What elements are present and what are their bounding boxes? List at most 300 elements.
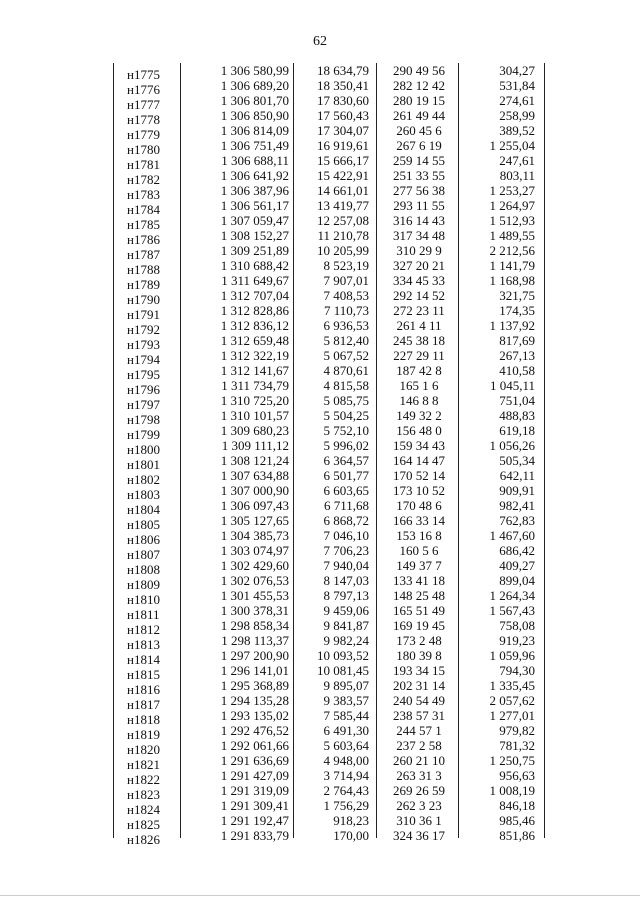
table-row: [113, 408, 545, 427]
table-row: [113, 348, 545, 367]
point-id-cell: н1789: [127, 277, 160, 292]
distance-cell: 1 467,60: [489, 528, 535, 543]
x-coordinate-cell: 1 291 833,79: [220, 828, 289, 843]
direction-angle-cell: 262 3 23: [396, 798, 442, 813]
x-coordinate-cell: 1 308 152,27: [220, 228, 289, 243]
x-coordinate-cell: 1 312 707,04: [220, 288, 289, 303]
x-coordinate-cell: 1 291 636,69: [220, 753, 289, 768]
point-id-cell: н1775: [127, 67, 160, 82]
x-coordinate-cell: 1 306 641,92: [220, 168, 289, 183]
direction-angle-cell: 146 8 8: [399, 393, 439, 408]
table-row: [113, 423, 545, 442]
table-row: [113, 693, 545, 712]
point-id-cell: н1817: [127, 697, 160, 712]
direction-angle-cell: 193 34 15: [393, 663, 445, 678]
distance-cell: 174,35: [499, 303, 535, 318]
x-coordinate-cell: 1 293 135,02: [220, 708, 289, 723]
direction-angle-cell: 334 45 33: [393, 273, 445, 288]
table-row: [113, 708, 545, 727]
distance-cell: 274,61: [499, 93, 535, 108]
direction-angle-cell: 240 54 49: [393, 693, 445, 708]
point-id-cell: н1816: [127, 682, 160, 697]
x-coordinate-cell: 1 301 455,53: [220, 588, 289, 603]
point-id-cell: н1785: [127, 217, 160, 232]
direction-angle-cell: 156 48 0: [396, 423, 442, 438]
y-coordinate-cell: 13 419,77: [317, 198, 369, 213]
y-coordinate-cell: 2 764,43: [323, 783, 369, 798]
x-coordinate-cell: 1 306 561,17: [220, 198, 289, 213]
y-coordinate-cell: 12 257,08: [317, 213, 369, 228]
direction-angle-cell: 166 33 14: [393, 513, 445, 528]
direction-angle-cell: 261 49 44: [393, 108, 445, 123]
x-coordinate-cell: 1 295 368,89: [220, 678, 289, 693]
y-coordinate-cell: 18 634,79: [317, 63, 369, 78]
point-id-cell: н1820: [127, 742, 160, 757]
point-id-cell: н1796: [127, 382, 160, 397]
x-coordinate-cell: 1 306 689,20: [220, 78, 289, 93]
table-row: [113, 783, 545, 802]
table-row: [113, 183, 545, 202]
direction-angle-cell: 280 19 15: [393, 93, 445, 108]
direction-angle-cell: 165 51 49: [393, 603, 445, 618]
table-row: [113, 498, 545, 517]
distance-cell: 2 212,56: [489, 243, 535, 258]
x-coordinate-cell: 1 306 814,09: [220, 123, 289, 138]
table-row: [113, 198, 545, 217]
distance-cell: 1 489,55: [489, 228, 535, 243]
direction-angle-cell: 277 56 38: [393, 183, 445, 198]
direction-angle-cell: 317 34 48: [393, 228, 445, 243]
x-coordinate-cell: 1 291 427,09: [220, 768, 289, 783]
table-row: [113, 813, 545, 832]
point-id-cell: н1779: [127, 127, 160, 142]
direction-angle-cell: 263 31 3: [396, 768, 442, 783]
x-coordinate-cell: 1 292 061,66: [220, 738, 289, 753]
direction-angle-cell: 133 41 18: [393, 573, 445, 588]
x-coordinate-cell: 1 305 127,65: [220, 513, 289, 528]
direction-angle-cell: 261 4 11: [396, 318, 442, 333]
table-row: [113, 78, 545, 97]
direction-angle-cell: 260 21 10: [393, 753, 445, 768]
y-coordinate-cell: 6 501,77: [323, 468, 369, 483]
direction-angle-cell: 267 6 19: [396, 138, 442, 153]
point-id-cell: н1776: [127, 82, 160, 97]
distance-cell: 982,41: [499, 498, 535, 513]
y-coordinate-cell: 10 081,45: [317, 663, 369, 678]
direction-angle-cell: 290 49 56: [393, 63, 445, 78]
direction-angle-cell: 324 36 17: [393, 828, 445, 843]
distance-cell: 258,99: [499, 108, 535, 123]
point-id-cell: н1823: [127, 787, 160, 802]
table-row: [113, 288, 545, 307]
distance-cell: 762,83: [499, 513, 535, 528]
direction-angle-cell: 173 10 52: [393, 483, 445, 498]
distance-cell: 1 008,19: [489, 783, 535, 798]
x-coordinate-cell: 1 312 828,86: [220, 303, 289, 318]
y-coordinate-cell: 9 982,24: [323, 633, 369, 648]
distance-cell: 488,83: [499, 408, 535, 423]
direction-angle-cell: 202 31 14: [393, 678, 445, 693]
distance-cell: 956,63: [499, 768, 535, 783]
point-id-cell: н1784: [127, 202, 160, 217]
distance-cell: 1 567,43: [489, 603, 535, 618]
distance-cell: 619,18: [499, 423, 535, 438]
x-coordinate-cell: 1 307 634,88: [220, 468, 289, 483]
point-id-cell: н1815: [127, 667, 160, 682]
point-id-cell: н1811: [127, 607, 160, 622]
x-coordinate-cell: 1 292 476,52: [220, 723, 289, 738]
direction-angle-cell: 245 38 18: [393, 333, 445, 348]
y-coordinate-cell: 9 895,07: [323, 678, 369, 693]
x-coordinate-cell: 1 306 688,11: [221, 153, 289, 168]
distance-cell: 2 057,62: [489, 693, 535, 708]
direction-angle-cell: 316 14 43: [393, 213, 445, 228]
y-coordinate-cell: 18 350,41: [317, 78, 369, 93]
direction-angle-cell: 149 37 7: [396, 558, 442, 573]
point-id-cell: н1797: [127, 397, 160, 412]
table-row: [113, 168, 545, 187]
distance-cell: 389,52: [499, 123, 535, 138]
x-coordinate-cell: 1 294 135,28: [220, 693, 289, 708]
distance-cell: 1 277,01: [489, 708, 535, 723]
bottom-rule: [0, 895, 640, 896]
x-coordinate-cell: 1 306 801,70: [220, 93, 289, 108]
table-row: [113, 738, 545, 757]
point-id-cell: н1777: [127, 97, 160, 112]
table-row: [113, 603, 545, 622]
table-row: [113, 528, 545, 547]
point-id-cell: н1795: [127, 367, 160, 382]
table-row: [113, 723, 545, 742]
x-coordinate-cell: 1 297 200,90: [220, 648, 289, 663]
y-coordinate-cell: 8 523,19: [323, 258, 369, 273]
x-coordinate-cell: 1 311 734,79: [221, 378, 289, 393]
y-coordinate-cell: 6 364,57: [323, 453, 369, 468]
x-coordinate-cell: 1 306 097,43: [220, 498, 289, 513]
y-coordinate-cell: 918,23: [333, 813, 369, 828]
direction-angle-cell: 310 29 9: [396, 243, 442, 258]
x-coordinate-cell: 1 312 141,67: [220, 363, 289, 378]
distance-cell: 1 137,92: [489, 318, 535, 333]
distance-cell: 846,18: [499, 798, 535, 813]
x-coordinate-cell: 1 300 378,31: [220, 603, 289, 618]
table-row: [113, 138, 545, 157]
point-id-cell: н1793: [127, 337, 160, 352]
x-coordinate-cell: 1 296 141,01: [220, 663, 289, 678]
y-coordinate-cell: 7 408,53: [323, 288, 369, 303]
point-id-cell: н1806: [127, 532, 160, 547]
x-coordinate-cell: 1 291 192,47: [220, 813, 289, 828]
x-coordinate-cell: 1 310 688,42: [220, 258, 289, 273]
x-coordinate-cell: 1 298 113,37: [221, 633, 289, 648]
point-id-cell: н1808: [127, 562, 160, 577]
distance-cell: 1 512,93: [489, 213, 535, 228]
y-coordinate-cell: 8 797,13: [323, 588, 369, 603]
y-coordinate-cell: 9 459,06: [323, 603, 369, 618]
y-coordinate-cell: 7 585,44: [323, 708, 369, 723]
distance-cell: 531,84: [499, 78, 535, 93]
x-coordinate-cell: 1 309 680,23: [220, 423, 289, 438]
point-id-cell: н1804: [127, 502, 160, 517]
table-row: [113, 768, 545, 787]
distance-cell: 794,30: [499, 663, 535, 678]
y-coordinate-cell: 6 936,53: [323, 318, 369, 333]
table-row: [113, 378, 545, 397]
table-row: [113, 798, 545, 817]
direction-angle-cell: 237 2 58: [396, 738, 442, 753]
y-coordinate-cell: 14 661,01: [317, 183, 369, 198]
table-row: [113, 93, 545, 112]
table-row: [113, 558, 545, 577]
x-coordinate-cell: 1 303 074,97: [220, 543, 289, 558]
table-row: [113, 333, 545, 352]
y-coordinate-cell: 7 706,23: [323, 543, 369, 558]
point-id-cell: н1826: [127, 832, 160, 847]
y-coordinate-cell: 5 603,64: [323, 738, 369, 753]
distance-cell: 304,27: [499, 63, 535, 78]
point-id-cell: н1801: [127, 457, 160, 472]
y-coordinate-cell: 5 067,52: [323, 348, 369, 363]
y-coordinate-cell: 6 603,65: [323, 483, 369, 498]
y-coordinate-cell: 17 830,60: [317, 93, 369, 108]
direction-angle-cell: 259 14 55: [393, 153, 445, 168]
table-row: [113, 228, 545, 247]
direction-angle-cell: 170 52 14: [393, 468, 445, 483]
direction-angle-cell: 169 19 45: [393, 618, 445, 633]
point-id-cell: н1819: [127, 727, 160, 742]
table-row: [113, 543, 545, 562]
x-coordinate-cell: 1 312 322,19: [220, 348, 289, 363]
table-row: [113, 363, 545, 382]
direction-angle-cell: 173 2 48: [396, 633, 442, 648]
distance-cell: 1 335,45: [489, 678, 535, 693]
distance-cell: 758,08: [499, 618, 535, 633]
x-coordinate-cell: 1 302 076,53: [220, 573, 289, 588]
point-id-cell: н1791: [127, 307, 160, 322]
y-coordinate-cell: 3 714,94: [323, 768, 369, 783]
distance-cell: 979,82: [499, 723, 535, 738]
y-coordinate-cell: 1 756,29: [323, 798, 369, 813]
y-coordinate-cell: 6 868,72: [323, 513, 369, 528]
point-id-cell: н1783: [127, 187, 160, 202]
y-coordinate-cell: 7 110,73: [323, 303, 369, 318]
x-coordinate-cell: 1 291 319,09: [220, 783, 289, 798]
table-row: [113, 273, 545, 292]
direction-angle-cell: 251 33 55: [393, 168, 445, 183]
point-id-cell: н1818: [127, 712, 160, 727]
y-coordinate-cell: 7 907,01: [323, 273, 369, 288]
table-row: [113, 648, 545, 667]
y-coordinate-cell: 17 304,07: [317, 123, 369, 138]
distance-cell: 919,23: [499, 633, 535, 648]
point-id-cell: н1781: [127, 157, 160, 172]
table-row: [113, 153, 545, 172]
direction-angle-cell: 187 42 8: [396, 363, 442, 378]
direction-angle-cell: 148 25 48: [393, 588, 445, 603]
distance-cell: 1 141,79: [489, 258, 535, 273]
table-row: [113, 438, 545, 457]
coordinates-table: [113, 63, 545, 847]
x-coordinate-cell: 1 306 850,90: [220, 108, 289, 123]
point-id-cell: н1790: [127, 292, 160, 307]
y-coordinate-cell: 11 210,78: [317, 228, 369, 243]
y-coordinate-cell: 8 147,03: [323, 573, 369, 588]
x-coordinate-cell: 1 308 121,24: [220, 453, 289, 468]
direction-angle-cell: 293 11 55: [393, 198, 445, 213]
x-coordinate-cell: 1 291 309,41: [220, 798, 289, 813]
table-body: [113, 63, 545, 847]
y-coordinate-cell: 10 205,99: [317, 243, 369, 258]
distance-cell: 803,11: [499, 168, 535, 183]
y-coordinate-cell: 6 711,68: [323, 498, 369, 513]
direction-angle-cell: 149 32 2: [396, 408, 442, 423]
distance-cell: 1 264,97: [489, 198, 535, 213]
y-coordinate-cell: 6 491,30: [323, 723, 369, 738]
distance-cell: 247,61: [499, 153, 535, 168]
direction-angle-cell: 160 5 6: [399, 543, 439, 558]
x-coordinate-cell: 1 307 059,47: [220, 213, 289, 228]
x-coordinate-cell: 1 309 111,12: [221, 438, 289, 453]
y-coordinate-cell: 10 093,52: [317, 648, 369, 663]
point-id-cell: н1798: [127, 412, 160, 427]
x-coordinate-cell: 1 302 429,60: [220, 558, 289, 573]
table-row: [113, 678, 545, 697]
y-coordinate-cell: 9 383,57: [323, 693, 369, 708]
distance-cell: 817,69: [499, 333, 535, 348]
point-id-cell: н1809: [127, 577, 160, 592]
direction-angle-cell: 327 20 21: [393, 258, 445, 273]
distance-cell: 751,04: [499, 393, 535, 408]
distance-cell: 1 168,98: [489, 273, 535, 288]
y-coordinate-cell: 17 560,43: [317, 108, 369, 123]
table-row: [113, 633, 545, 652]
table-row: [113, 63, 545, 82]
direction-angle-cell: 244 57 1: [396, 723, 442, 738]
direction-angle-cell: 180 39 8: [396, 648, 442, 663]
distance-cell: 851,86: [499, 828, 535, 843]
y-coordinate-cell: 5 085,75: [323, 393, 369, 408]
point-id-cell: н1807: [127, 547, 160, 562]
direction-angle-cell: 238 57 31: [393, 708, 445, 723]
point-id-cell: н1788: [127, 262, 160, 277]
table-row: [113, 663, 545, 682]
point-id-cell: н1812: [127, 622, 160, 637]
distance-cell: 410,58: [499, 363, 535, 378]
direction-angle-cell: 282 12 42: [393, 78, 445, 93]
direction-angle-cell: 170 48 6: [396, 498, 442, 513]
distance-cell: 642,11: [499, 468, 535, 483]
y-coordinate-cell: 4 948,00: [323, 753, 369, 768]
page-number: 62: [313, 34, 327, 49]
y-coordinate-cell: 5 504,25: [323, 408, 369, 423]
distance-cell: 686,42: [499, 543, 535, 558]
direction-angle-cell: 310 36 1: [396, 813, 442, 828]
x-coordinate-cell: 1 312 659,48: [220, 333, 289, 348]
y-coordinate-cell: 16 919,61: [317, 138, 369, 153]
point-id-cell: н1805: [127, 517, 160, 532]
x-coordinate-cell: 1 312 836,12: [220, 318, 289, 333]
table-row: [113, 468, 545, 487]
x-coordinate-cell: 1 310 101,57: [220, 408, 289, 423]
table-row: [113, 513, 545, 532]
table-row: [113, 303, 545, 322]
y-coordinate-cell: 170,00: [333, 828, 369, 843]
table-row: [113, 213, 545, 232]
point-id-cell: н1825: [127, 817, 160, 832]
point-id-cell: н1792: [127, 322, 160, 337]
point-id-cell: н1802: [127, 472, 160, 487]
distance-cell: 321,75: [499, 288, 535, 303]
x-coordinate-cell: 1 310 725,20: [220, 393, 289, 408]
table-row: [113, 828, 545, 847]
point-id-cell: н1780: [127, 142, 160, 157]
distance-cell: 899,04: [499, 573, 535, 588]
y-coordinate-cell: 5 752,10: [323, 423, 369, 438]
distance-cell: 1 059,96: [489, 648, 535, 663]
point-id-cell: н1803: [127, 487, 160, 502]
distance-cell: 1 264,34: [489, 588, 535, 603]
y-coordinate-cell: 5 812,40: [323, 333, 369, 348]
point-id-cell: н1794: [127, 352, 160, 367]
direction-angle-cell: 260 45 6: [396, 123, 442, 138]
point-id-cell: н1822: [127, 772, 160, 787]
table-row: [113, 618, 545, 637]
x-coordinate-cell: 1 298 858,34: [220, 618, 289, 633]
point-id-cell: н1778: [127, 112, 160, 127]
table-row: [113, 393, 545, 412]
y-coordinate-cell: 4 870,61: [323, 363, 369, 378]
distance-cell: 909,91: [499, 483, 535, 498]
distance-cell: 409,27: [499, 558, 535, 573]
y-coordinate-cell: 7 046,10: [323, 528, 369, 543]
point-id-cell: н1786: [127, 232, 160, 247]
distance-cell: 1 253,27: [489, 183, 535, 198]
point-id-cell: н1821: [127, 757, 160, 772]
distance-cell: 781,32: [499, 738, 535, 753]
x-coordinate-cell: 1 304 385,73: [220, 528, 289, 543]
table-row: [113, 573, 545, 592]
point-id-cell: н1810: [127, 592, 160, 607]
table-row: [113, 483, 545, 502]
y-coordinate-cell: 15 422,91: [317, 168, 369, 183]
point-id-cell: н1800: [127, 442, 160, 457]
table-row: [113, 318, 545, 337]
table-row: [113, 588, 545, 607]
distance-cell: 1 250,75: [489, 753, 535, 768]
y-coordinate-cell: 7 940,04: [323, 558, 369, 573]
table-row: [113, 753, 545, 772]
direction-angle-cell: 269 26 59: [393, 783, 445, 798]
x-coordinate-cell: 1 307 000,90: [220, 483, 289, 498]
x-coordinate-cell: 1 309 251,89: [220, 243, 289, 258]
point-id-cell: н1813: [127, 637, 160, 652]
x-coordinate-cell: 1 306 580,99: [220, 63, 289, 78]
distance-cell: 985,46: [499, 813, 535, 828]
y-coordinate-cell: 4 815,58: [323, 378, 369, 393]
direction-angle-cell: 159 34 43: [393, 438, 445, 453]
distance-cell: 1 056,26: [489, 438, 535, 453]
x-coordinate-cell: 1 311 649,67: [221, 273, 289, 288]
direction-angle-cell: 292 14 52: [393, 288, 445, 303]
direction-angle-cell: 165 1 6: [399, 378, 439, 393]
direction-angle-cell: 164 14 47: [393, 453, 445, 468]
y-coordinate-cell: 9 841,87: [323, 618, 369, 633]
table-row: [113, 243, 545, 262]
point-id-cell: н1782: [127, 172, 160, 187]
point-id-cell: н1799: [127, 427, 160, 442]
point-id-cell: н1814: [127, 652, 160, 667]
point-id-cell: н1787: [127, 247, 160, 262]
